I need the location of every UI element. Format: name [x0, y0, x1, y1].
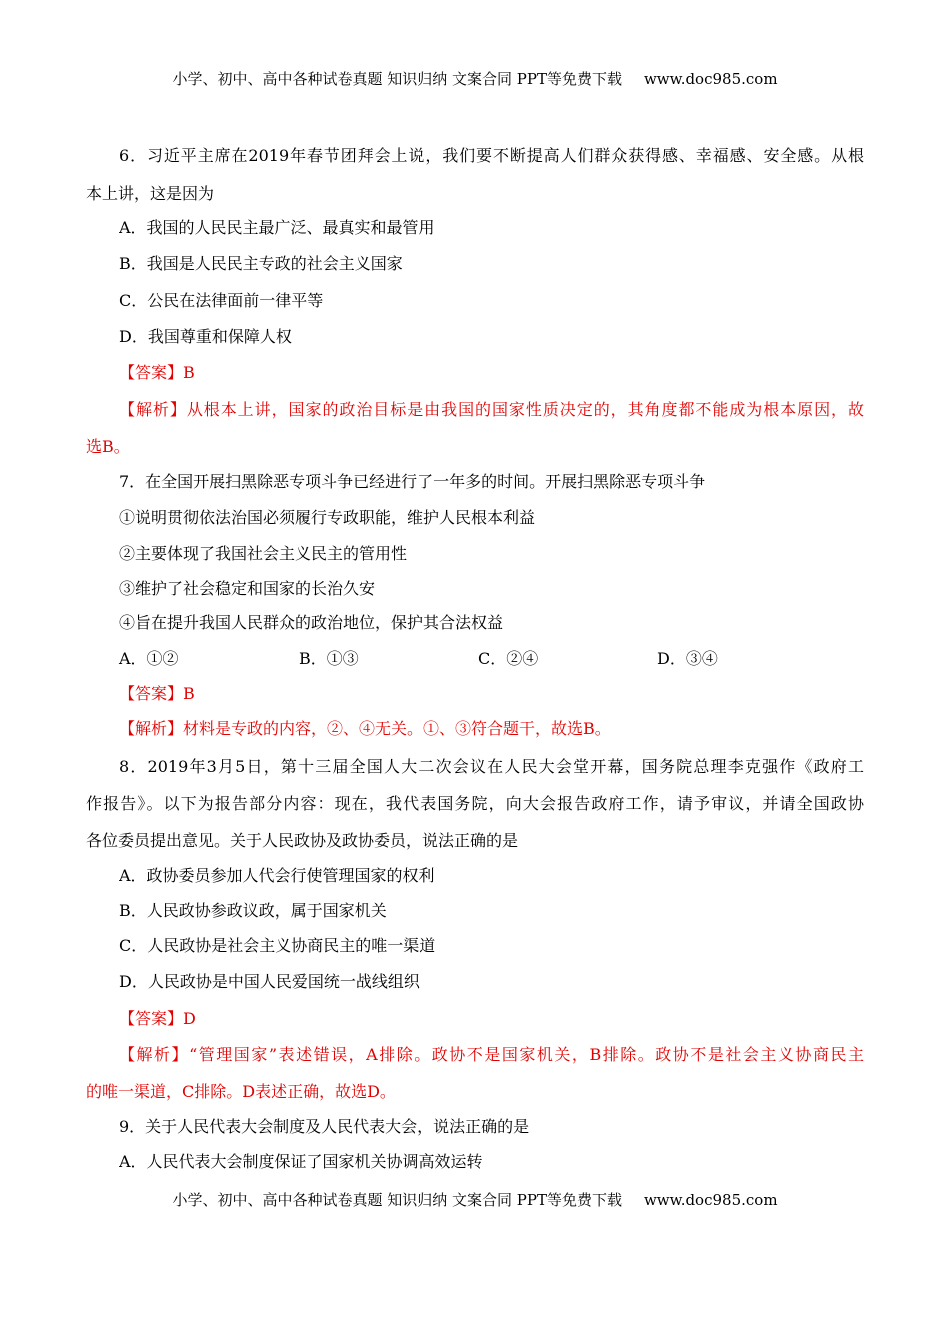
q8-option-d: D．人民政协是中国人民爱国统一战线组织 — [119, 972, 420, 991]
q6-analysis-line1: 【解析】从根本上讲，国家的政治目标是由我国的国家性质决定的，其角度都不能成为根本原因，故 — [119, 400, 864, 419]
q9-stem: 9．关于人民代表大会制度及人民代表大会，说法正确的是 — [119, 1117, 530, 1136]
q7-stem: 7．在全国开展扫黑除恶专项斗争已经进行了一年多的时间。开展扫黑除恶专项斗争 — [119, 472, 706, 491]
footer-banner-site-link[interactable]: www.doc985.com — [643, 1191, 778, 1209]
q6-analysis-line2: 选B。 — [86, 437, 130, 456]
q7-options-row — [0, 648, 950, 670]
q6-stem-line1: 6．习近平主席在2019年春节团拜会上说，我们要不断提高人们群众获得感、幸福感、安全感。从根 — [119, 146, 864, 165]
q8-analysis-line1: 【解析】“管理国家”表述错误，A排除。政协不是国家机关，B排除。政协不是社会主义协商民主 — [119, 1045, 864, 1064]
q8-answer: 【答案】D — [119, 1009, 196, 1028]
q6-option-c: C．公民在法律面前一律平等 — [119, 291, 324, 310]
q7-option-d: D．③④ — [657, 649, 718, 668]
q7-item-4: ④旨在提升我国人民群众的政治地位，保护其合法权益 — [119, 613, 504, 632]
footer-banner-text: 小学、初中、高中各种试卷真题 知识归纳 文案合同 PPT等免费下载 — [172, 1191, 622, 1209]
q8-stem-line2: 作报告》。以下为报告部分内容：现在，我代表国务院，向大会报告政府工作，请予审议，并请全国政协 — [86, 794, 864, 813]
q8-analysis-line2: 的唯一渠道，C排除。D表述正确，故选D。 — [86, 1082, 396, 1101]
q7-item-3: ③维护了社会稳定和国家的长治久安 — [119, 579, 376, 598]
q7-option-b: B．①③ — [299, 649, 359, 668]
q6-answer: 【答案】B — [119, 363, 195, 382]
q6-option-b: B．我国是人民民主专政的社会主义国家 — [119, 254, 403, 273]
q8-stem-line1: 8．2019年3月5日，第十三届全国人大二次会议在人民大会堂开幕，国务院总理李克强作《政府工 — [119, 757, 864, 776]
header-banner — [0, 69, 950, 89]
banner-site-link[interactable]: www.doc985.com — [643, 70, 778, 88]
q6-option-a: A．我国的人民民主最广泛、最真实和最管用 — [119, 218, 435, 237]
q8-stem-line3: 各位委员提出意见。关于人民政协及政协委员，说法正确的是 — [86, 831, 519, 850]
banner-text: 小学、初中、高中各种试卷真题 知识归纳 文案合同 PPT等免费下载 — [172, 70, 622, 88]
q7-item-1: ①说明贯彻依法治国必须履行专政职能，维护人民根本利益 — [119, 508, 536, 527]
q7-option-a: A．①② — [119, 649, 179, 668]
q7-answer: 【答案】B — [119, 684, 195, 703]
q8-option-a: A．政协委员参加人代会行使管理国家的权利 — [119, 866, 435, 885]
q6-option-d: D．我国尊重和保障人权 — [119, 327, 292, 346]
q8-option-c: C．人民政协是社会主义协商民主的唯一渠道 — [119, 936, 436, 955]
q7-analysis: 【解析】材料是专政的内容，②、④无关。①、③符合题干，故选B。 — [119, 719, 611, 738]
q7-item-2: ②主要体现了我国社会主义民主的管用性 — [119, 544, 408, 563]
q9-option-a: A．人民代表大会制度保证了国家机关协调高效运转 — [119, 1152, 483, 1171]
q6-stem-line2: 本上讲，这是因为 — [86, 184, 215, 203]
q8-option-b: B．人民政协参政议政，属于国家机关 — [119, 901, 387, 920]
footer-banner — [0, 1190, 950, 1210]
q7-option-c: C．②④ — [478, 649, 539, 668]
